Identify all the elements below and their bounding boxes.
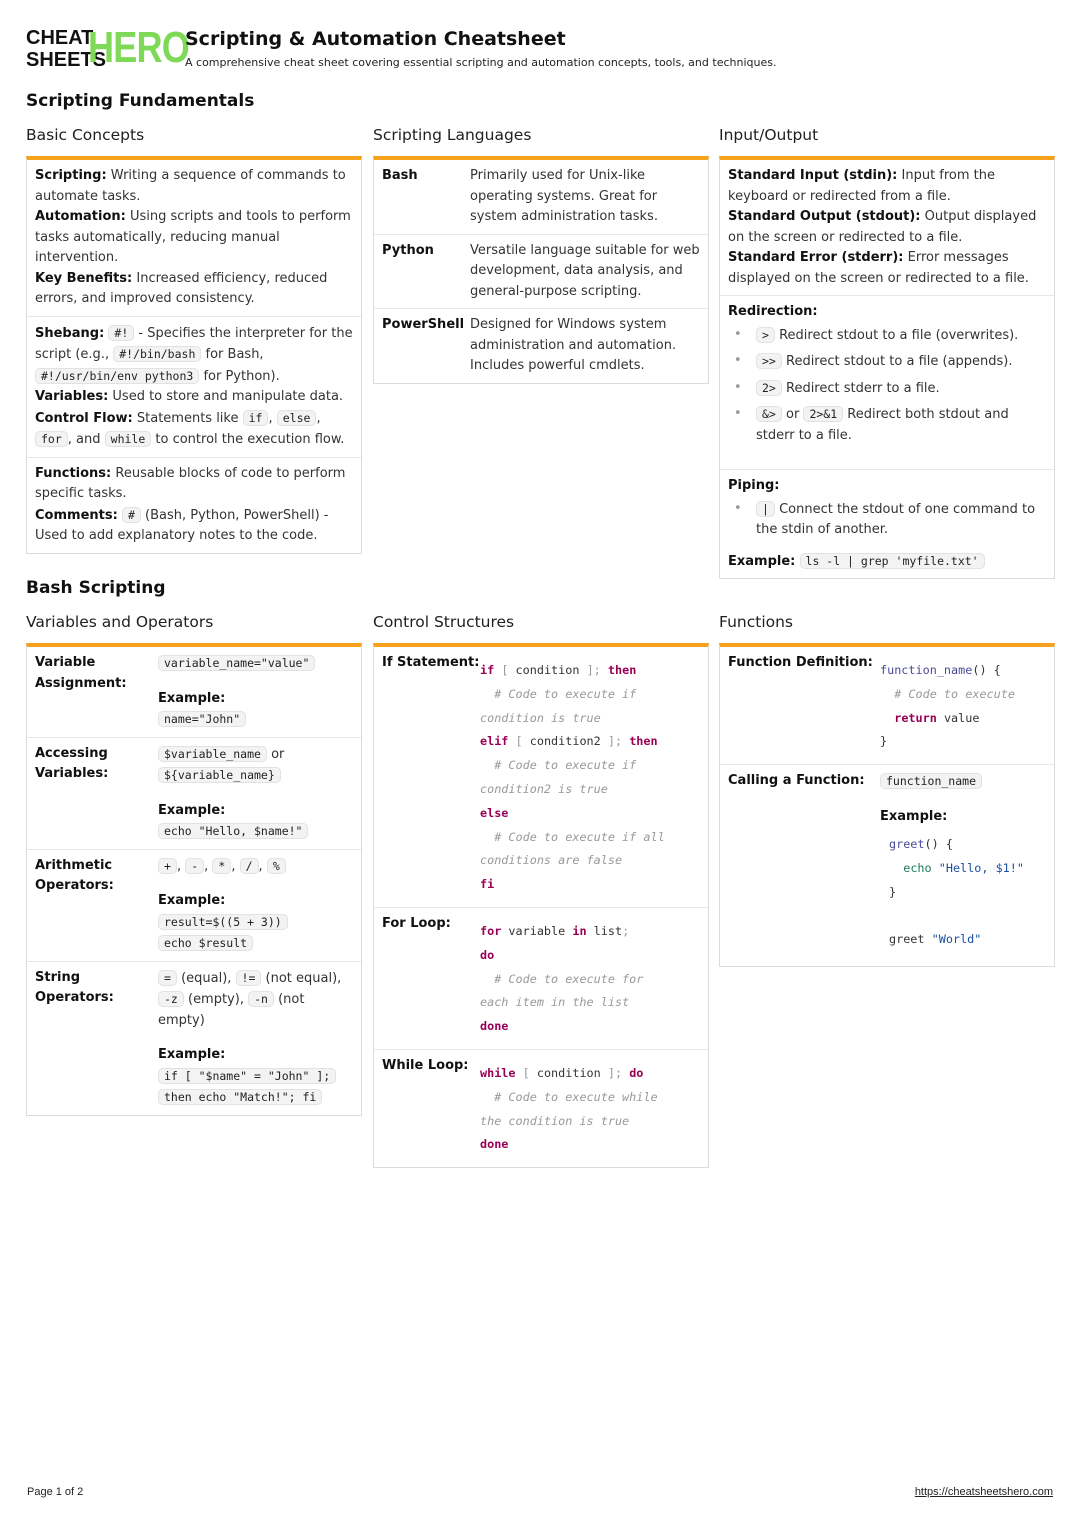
definition: Increased efficiency, reduced errors, and improved consistency. xyxy=(35,270,328,306)
inline-code: >> xyxy=(756,353,782,369)
code-comment: # Code to execute for xyxy=(494,971,644,986)
code-block: while [ condition ]; do # Code to execute while the condition is true done xyxy=(480,1065,658,1152)
inline-code: $variable_name xyxy=(158,746,267,762)
definition: Error messages displayed on the screen or redirected to a file. xyxy=(728,250,1029,286)
list-item xyxy=(728,325,1046,347)
keyword: then xyxy=(607,663,637,677)
string-literal: "Hello, $1!" xyxy=(938,860,1024,875)
inline-code: while xyxy=(105,431,152,447)
string-literal: "World" xyxy=(931,932,982,947)
definition: (empty), xyxy=(183,992,249,1007)
code-comment: # Code to execute while xyxy=(494,1089,658,1104)
term: Functions: xyxy=(35,465,112,481)
keyword: do xyxy=(480,947,495,962)
inline-code: #! xyxy=(108,325,134,341)
row-label: While Loop: xyxy=(382,1057,469,1073)
definition: - Specifies the interpreter for the script (e.g., xyxy=(35,325,353,362)
keyword: in xyxy=(572,923,587,938)
code-comment: condition is true xyxy=(480,710,601,725)
code-block: greet() { echo "Hello, $1!" } greet "World" xyxy=(889,837,1024,947)
table-row xyxy=(374,1050,708,1167)
code-block: if [ condition ]; then # Code to execute if condition is true elif [ condition2 ]; then # Code to execute if condition2 is true else # Code to execute if all conditions are false fi xyxy=(480,663,665,892)
definition: , and xyxy=(67,432,105,447)
card-functions xyxy=(719,643,1055,967)
header xyxy=(26,23,1054,72)
inline-code: + xyxy=(158,858,177,874)
definition: Connect the stdout of one command to the stdin of another. xyxy=(756,501,1036,537)
language-description: Versatile language suitable for web development, data analysis, and general-purpose scripting. xyxy=(470,242,700,299)
card-input-output xyxy=(719,156,1055,579)
table-row xyxy=(27,647,361,738)
logo-hero-text: HERO xyxy=(88,23,189,72)
code-block: for variable in list; do # Code to execute for each item in the list done xyxy=(480,923,644,1034)
card-title-variables-operators: Variables and Operators xyxy=(26,613,214,631)
io-block-piping xyxy=(720,470,1054,578)
inline-code: for xyxy=(35,431,68,447)
example-label: Example: xyxy=(158,1047,226,1062)
definition: Redirect stderr to a file. xyxy=(781,380,940,396)
page-title: Scripting & Automation Cheatsheet xyxy=(185,28,566,50)
example-label: Example: xyxy=(880,808,948,824)
table-row xyxy=(374,647,708,908)
definition: (equal), xyxy=(176,970,236,986)
definition: to control the execution flow. xyxy=(151,432,345,447)
logo-sheets-text: SHEETS xyxy=(26,49,107,71)
language-name: PowerShell xyxy=(382,317,465,332)
footer-link[interactable]: https://cheatsheetshero.com xyxy=(914,1486,1053,1498)
card-control-structures xyxy=(373,643,709,1168)
definition: Using scripts and tools to perform tasks automatically, reducing manual intervention. xyxy=(35,209,351,265)
inline-code: result=$((5 + 3)) xyxy=(158,914,288,930)
inline-code: ls -l | grep 'myfile.txt' xyxy=(800,553,985,569)
list-item xyxy=(728,499,1046,541)
card-title-basic-concepts: Basic Concepts xyxy=(26,126,145,144)
term: Standard Error (stderr): xyxy=(728,250,904,265)
code-comment: each item in the list xyxy=(480,995,630,1010)
language-name: Python xyxy=(382,242,434,258)
keyword: elif xyxy=(480,734,509,749)
definition: (not equal), xyxy=(261,970,342,986)
definition: Redirect stdout to a file (overwrites). xyxy=(774,327,1019,343)
keyword: else xyxy=(480,805,509,820)
piping-heading: Piping: xyxy=(728,478,780,493)
language-description: Designed for Windows system administration and automation. Includes powerful cmdlets. xyxy=(470,317,677,373)
row-label: If Statement: xyxy=(382,655,480,670)
code-text: variable xyxy=(501,923,573,938)
example-label: Example: xyxy=(158,893,226,908)
inline-code: = xyxy=(158,970,177,986)
row-label: Function Definition: xyxy=(728,655,873,670)
inline-code: # xyxy=(122,507,141,523)
term: Standard Input (stdin): xyxy=(728,168,898,183)
row-label: Variable Assignment: xyxy=(35,655,127,691)
term: Variables: xyxy=(35,389,109,404)
table-row xyxy=(374,235,708,310)
list-item xyxy=(728,378,1046,400)
code-comment: conditions are false xyxy=(480,853,623,868)
card-title-input-output: Input/Output xyxy=(719,126,819,144)
inline-code: function_name xyxy=(880,773,982,789)
definition: Used to store and manipulate data. xyxy=(108,389,344,404)
keyword: do xyxy=(629,1065,644,1080)
definition: Output displayed on the screen or redirected to a file. xyxy=(728,209,1037,245)
keyword: then xyxy=(629,734,658,749)
code-text: greet xyxy=(889,932,932,947)
basic-block-1 xyxy=(27,160,361,317)
basic-block-2: Shebang: #! - Specifies the interpreter for the script (e.g., #!/bin/bash for Bash, #!/usr/bin/env python3 for Python). Variables: Used to store and manipulate data. Control Flow: Statements like if , else , for , and while to control the execution flow. xyxy=(27,317,361,458)
card-title-functions: Functions xyxy=(719,613,794,631)
code-comment: # Code to execute xyxy=(894,686,1015,701)
term: Automation: xyxy=(35,209,126,224)
card-title-control-structures: Control Structures xyxy=(373,613,515,631)
definition: (not empty) xyxy=(158,992,305,1028)
definition: Reusable blocks of code to perform specific tasks. xyxy=(35,465,346,501)
inline-code: * xyxy=(212,858,231,874)
inline-code: -n xyxy=(248,991,274,1007)
code-comment: condition2 is true xyxy=(480,781,608,796)
card-scripting-languages xyxy=(373,156,709,384)
table-row xyxy=(374,908,708,1050)
table-row xyxy=(720,765,1054,966)
definition: Input from the keyboard or redirected from a file. xyxy=(728,168,996,204)
inline-code: name="John" xyxy=(158,711,246,727)
code-comment: the condition is true xyxy=(480,1113,630,1128)
table-row: Arithmetic Operators: + , - , * , / , % Example: result=$((5 + 3)) echo $result xyxy=(27,850,361,962)
inline-code: 2>&1 xyxy=(803,406,843,422)
inline-code: != xyxy=(236,970,262,986)
io-block-streams xyxy=(720,160,1054,296)
language-description: Primarily used for Unix-like operating systems. Great for system administration tasks. xyxy=(470,168,658,224)
inline-code: ${variable_name} xyxy=(158,767,281,783)
definition: for Bash, xyxy=(201,347,264,362)
io-block-redirection xyxy=(720,296,1054,470)
term: Control Flow: xyxy=(35,410,133,426)
row-label: Arithmetic Operators: xyxy=(35,857,114,893)
inline-code: if [ "$name" = "John" ]; xyxy=(158,1068,336,1084)
builtin: echo xyxy=(903,860,932,875)
inline-code: else xyxy=(277,410,317,426)
list-item xyxy=(728,404,1046,446)
keyword: while xyxy=(480,1065,516,1080)
table-row xyxy=(27,738,361,850)
table-row xyxy=(27,962,361,1115)
inline-code: -z xyxy=(158,991,184,1007)
inline-code: then echo "Match!"; fi xyxy=(158,1089,322,1105)
definition: or xyxy=(266,746,285,762)
function-name: greet xyxy=(889,837,925,852)
definition: or xyxy=(781,407,804,422)
example-label: Example: xyxy=(158,690,226,706)
code-text: condition2 xyxy=(522,734,608,749)
inline-code: - xyxy=(185,858,204,874)
card-variables-operators xyxy=(26,643,362,1116)
inline-code: #!/bin/bash xyxy=(113,346,201,362)
page-subtitle: A comprehensive cheat sheet covering essential scripting and automation concepts, tools, and techniques. xyxy=(185,56,777,69)
row-label: Accessing Variables: xyxy=(35,745,109,781)
inline-code: > xyxy=(756,327,775,343)
function-name: function_name xyxy=(880,663,973,677)
inline-code: % xyxy=(267,858,286,874)
table-row xyxy=(720,647,1054,765)
keyword: fi xyxy=(480,877,495,892)
redirection-list xyxy=(728,325,1046,447)
code-text: condition xyxy=(508,663,587,677)
code-comment: # Code to execute if xyxy=(494,686,637,701)
page-number: Page 1 of 2 xyxy=(27,1486,84,1498)
definition: for Python). xyxy=(199,368,280,384)
keyword: for xyxy=(480,923,502,938)
definition: (Bash, Python, PowerShell) - Used to add explanatory notes to the code. xyxy=(35,507,329,543)
card-basic-concepts xyxy=(26,156,362,554)
definition: Statements like xyxy=(132,410,243,426)
language-name: Bash xyxy=(382,168,418,183)
inline-code: 2> xyxy=(756,380,782,396)
definition: Redirect stdout to a file (appends). xyxy=(781,354,1013,369)
redirection-heading: Redirection: xyxy=(728,304,818,319)
definition: Redirect both stdout and stderr to a file. xyxy=(756,407,1009,443)
code-comment: # Code to execute if xyxy=(494,758,637,773)
inline-code: | xyxy=(756,501,775,517)
example-label: Example: xyxy=(728,553,796,569)
inline-code: &> xyxy=(756,406,782,422)
inline-code: variable_name="value" xyxy=(158,655,315,671)
basic-block-3 xyxy=(27,458,361,553)
logo-cheat-text: CHEAT xyxy=(26,27,94,49)
term: Standard Output (stdout): xyxy=(728,209,921,224)
term: Comments: xyxy=(35,507,118,523)
table-row xyxy=(374,309,708,383)
inline-code: if xyxy=(243,410,269,426)
cheatsheets-hero-logo[interactable] xyxy=(26,23,189,72)
keyword: if xyxy=(480,663,495,677)
table-row xyxy=(374,160,708,235)
definition: Writing a sequence of commands to automate tasks. xyxy=(35,168,346,204)
row-label: Calling a Function: xyxy=(728,773,865,789)
piping-list xyxy=(728,499,1046,541)
inline-code: / xyxy=(240,858,259,874)
row-label: String Operators: xyxy=(35,969,114,1005)
keyword: return xyxy=(894,710,937,725)
code-block: function_name() { # Code to execute return value } xyxy=(880,663,1015,749)
row-label: For Loop: xyxy=(382,915,451,931)
section-title-bash: Bash Scripting xyxy=(26,578,166,598)
code-text: list xyxy=(586,923,623,938)
list-item xyxy=(728,351,1046,373)
example-label: Example: xyxy=(158,802,226,818)
code-comment: # Code to execute if all xyxy=(494,829,665,844)
term: Shebang: xyxy=(35,325,105,341)
code-text: condition xyxy=(529,1065,608,1080)
section-title-fundamentals: Scripting Fundamentals xyxy=(26,91,255,111)
code-text: value xyxy=(936,710,980,725)
inline-code: #!/usr/bin/env python3 xyxy=(35,368,199,384)
keyword: done xyxy=(480,1019,509,1034)
term: Scripting: xyxy=(35,168,107,183)
keyword: done xyxy=(480,1137,509,1152)
card-title-scripting-languages: Scripting Languages xyxy=(373,126,532,144)
inline-code: echo "Hello, $name!" xyxy=(158,823,308,839)
term: Key Benefits: xyxy=(35,270,133,286)
inline-code: echo $result xyxy=(158,935,253,951)
